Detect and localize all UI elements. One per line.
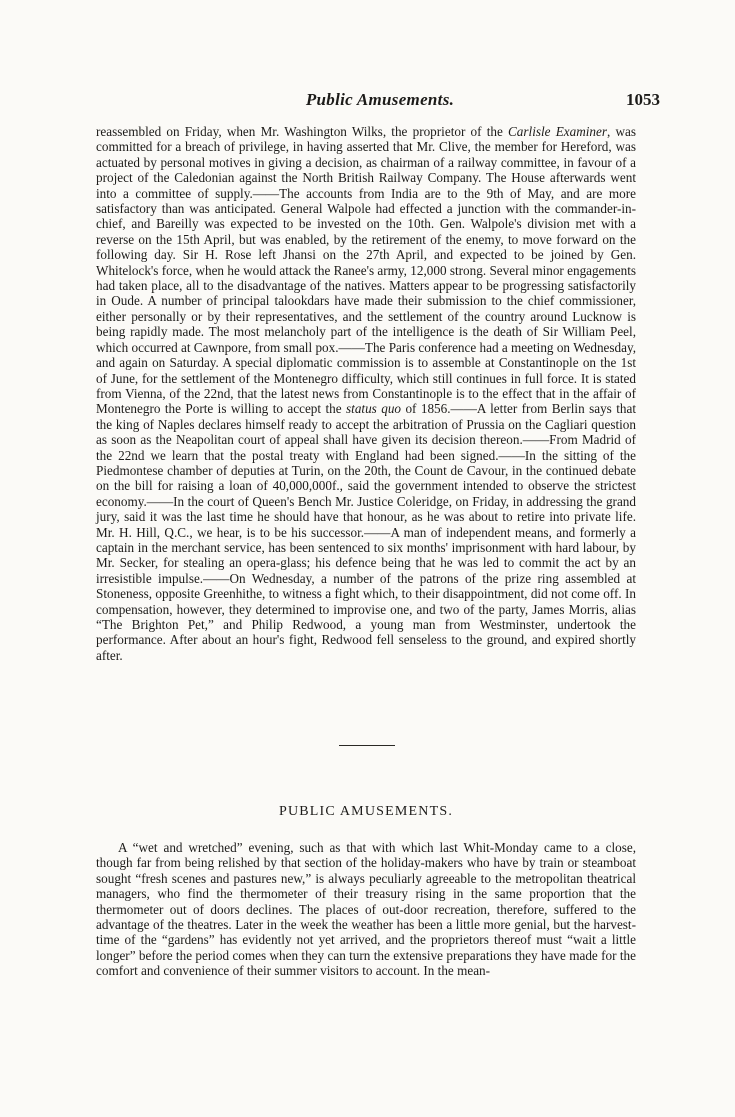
newspaper-name: Carlisle Examiner	[508, 124, 607, 139]
text-segment: , was committed for a breach of privilege, in having asserted that Mr. Clive, the member for Hereford, was actuated by personal motives in giving a decision, as chairman of a railway committee, in favour of a project of the Caledonian against the North British Railway Company. The House afterwards went into a committee of supply.——The accounts from India are to the 9th of May, and are more satisfactory than was anticipated. General Walpole had effected a junction with the commander-in-chief, and Bareilly was expected to be invested on the 10th. Gen. Walpole's division met with a reverse on the 15th April, but was enabled, by the retirement of the enemy, to move forward on the following day. Sir H. Rose left Jhansi on the 27th April, and expected to be joined by Gen. Whitelock's force, when he would attack the Ranee's army, 12,000 strong. Several minor engagements had taken place, all to the disadvantage of the natives. Matters appear to be progressing satisfactorily in Oude. A number of principal talookdars have made their submission to the chief commissioner, either personally or by their representatives, and the settlement of the country around Lucknow is being rapidly made. The most melancholy part of the intelligence is the death of Sir William Peel, which occurred at Cawnpore, from small pox.——The Paris conference had a meeting on Wednesday, and again on Saturday. A special diplomatic commission is to assemble at Constantinople on the 1st of June, for the settlement of the Montenegro difficulty, which still continues in full force. It is stated from Vienna, of the 22nd, that the latest news from Constantinople is to the effect that in the affair of Montenegro the Porte is willing to accept the	[96, 124, 636, 417]
news-summary-paragraph	[96, 124, 636, 663]
section-divider	[339, 745, 395, 746]
running-head	[100, 90, 660, 112]
latin-phrase: status quo	[346, 401, 402, 417]
page-number: 1053	[626, 90, 660, 109]
text-segment: of 1856.——A letter from Berlin says that the king of Naples declares himself ready to accept the arbitration of Prussia on the Cagliari question as soon as the Neapolitan court of appeal shall have given its decision thereon.——From Madrid of the 22nd we learn that the postal treaty with England had been signed.——In the sitting of the Piedmontese chamber of deputies at Turin, on the 20th, the Count de Cavour, in the continued debate on the bill for raising a loan of 40,000,000f., said the government intended to observe the strictest economy.——In the court of Queen's Bench Mr. Justice Coleridge, on Friday, in addressing the grand jury, said it was the last time he should have that honour, as he was about to retire into private life. Mr. H. Hill, Q.C., we hear, is to be his successor.——A man of independent means, and formerly a captain in the merchant service, has been sentenced to six months' imprisonment with hard labour, by Mr. Secker, for stealing an opera-glass; his defence being that he was led to commit the act by an irresistible impulse.——On Wednesday, a number of the patrons of the prize ring assembled at Stoneness, opposite Greenhithe, to witness a fight which, to their disappointment, did not come off. In compensation, however, they determined to improvise one, and two of the party, James Morris, alias “The Brighton Pet,” and Philip Redwood, a young man from Westminster, undertook the performance. After about an hour's fight, Redwood fell senseless to the ground, and expired shortly after.	[96, 401, 637, 663]
running-title: Public Amusements.	[305, 90, 455, 109]
amusements-text: A “wet and wretched” evening, such as that with which last Whit-Monday came to a close, though far from being relished by that section of the holiday-makers who have by train or steamboat sought “fresh scenes and pastures new,” is always peculiarly agreeable to the metropolitan theatrical managers, who find the thermometer of their treasury rising in the same proportion that the thermometer out of doors declines. The places of out-door recreation, therefore, suffered to the advantage of the theatres. Later in the week the weather has been a little more genial, but the harvest-time of the “gardens” has evidently not yet arrived, and the proprietors thereof must “wait a little longer” before the period comes when they can turn the extensive preparations they have made for the comfort and convenience of their summer visitors to account. In the mean-	[96, 840, 636, 979]
text-segment: reassembled on Friday, when Mr. Washington Wilks, the proprietor of the	[96, 124, 509, 139]
amusements-paragraph	[96, 840, 636, 979]
section-title: PUBLIC AMUSEMENTS.	[278, 804, 454, 819]
